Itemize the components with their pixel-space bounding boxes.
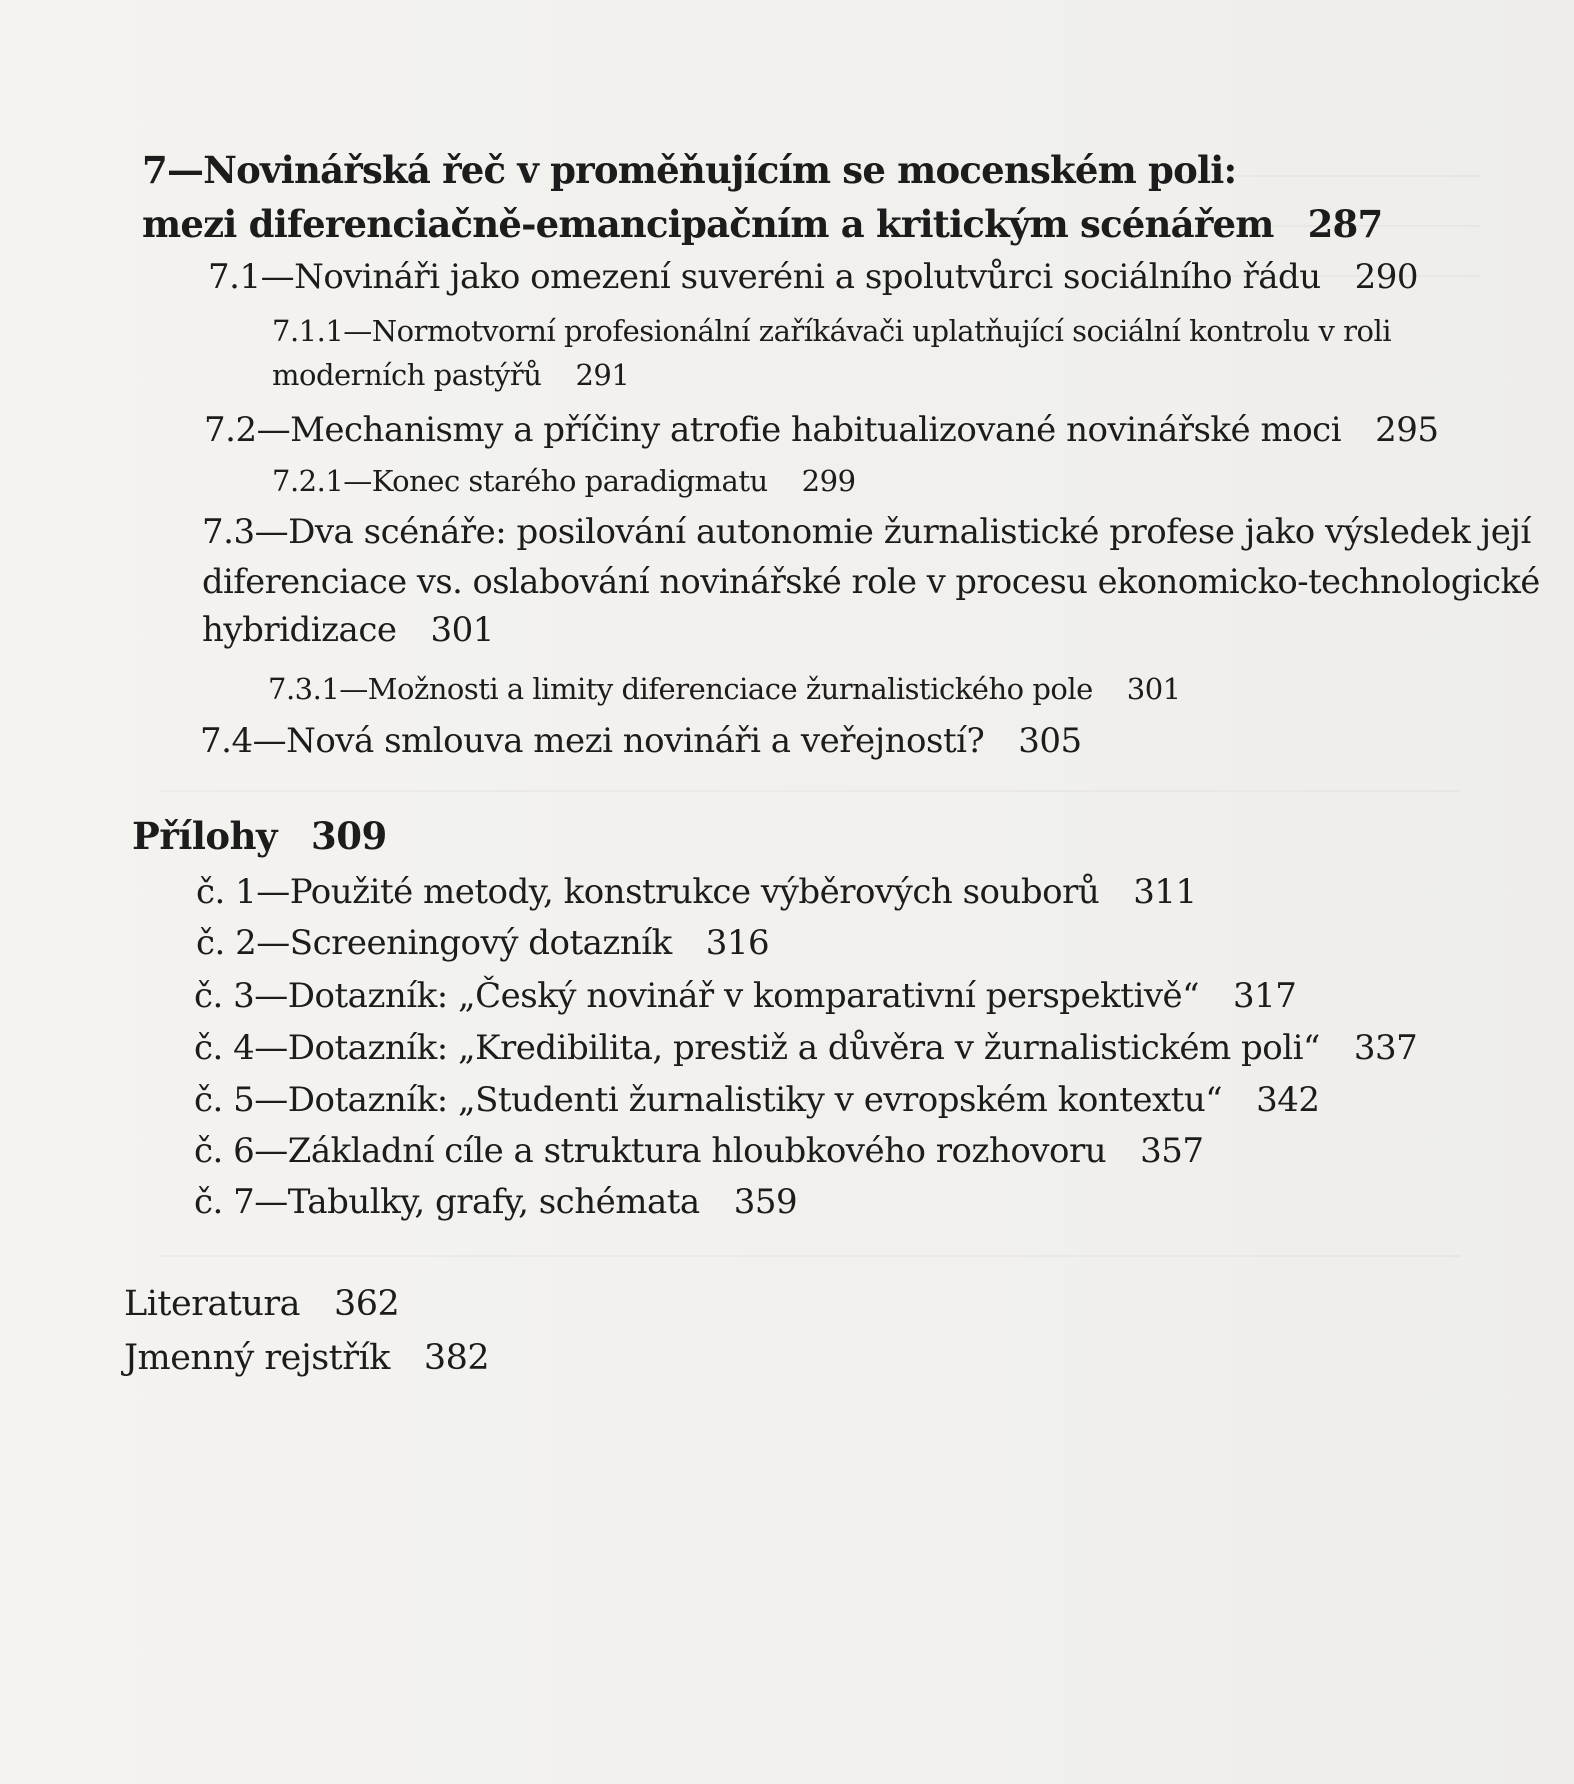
entry-title: č. 7—Tabulky, grafy, schémata	[194, 1182, 700, 1222]
page-number: 337	[1353, 1028, 1418, 1068]
appendix-item	[196, 923, 769, 963]
chapter-title-line1	[142, 148, 1236, 192]
page-number: 299	[801, 464, 856, 498]
toc-entry-7-3-cont2	[202, 610, 494, 650]
entry-title: 7.1—Novináři jako omezení suveréni a spolutvůrci sociálního řádu	[208, 257, 1321, 297]
toc-entry-7-2	[204, 410, 1439, 450]
toc-entry-7-3	[202, 512, 1531, 552]
page-number: 287	[1307, 202, 1383, 246]
page-number: 342	[1256, 1080, 1320, 1120]
page-number: 305	[1018, 721, 1082, 761]
page-number: 301	[430, 610, 494, 650]
entry-title: č. 5—Dotazník: „Studenti žurnalistiky v evropském kontextu“	[194, 1080, 1223, 1120]
entry-title: č. 4—Dotazník: „Kredibilita, prestiž a důvěra v žurnalistickém poli“	[194, 1028, 1320, 1068]
page-number: 295	[1375, 410, 1439, 450]
toc-entry-7-2-1	[272, 464, 856, 498]
toc-entry-7-3-cont	[202, 562, 1540, 602]
page-number: 317	[1233, 976, 1297, 1016]
entry-title: diferenciace vs. oslabování novinářské role v procesu ekonomicko-technologické	[202, 562, 1540, 602]
appendix-item	[194, 1028, 1417, 1068]
entry-title: Přílohy	[132, 814, 278, 858]
entry-title: Jmenný rejstřík	[124, 1338, 390, 1378]
toc-entry-7-1-1-cont	[272, 358, 629, 392]
entry-title: 7.4—Nová smlouva mezi novináři a veřejností?	[200, 721, 985, 761]
entry-title: 7.1.1—Normotvorní profesionální zaříkávači uplatňující sociální kontrolu v roli	[272, 314, 1391, 348]
toc-entry-literatura	[124, 1284, 399, 1324]
page-number: 301	[1126, 672, 1181, 706]
entry-title: hybridizace	[202, 610, 397, 650]
entry-title: 7.2—Mechanismy a příčiny atrofie habitualizované novinářské moci	[204, 410, 1342, 450]
toc-entry-7-3-1	[268, 672, 1181, 706]
entry-title: č. 2—Screeningový dotazník	[196, 923, 672, 963]
toc-entry-7-4	[200, 721, 1082, 761]
entry-title: 7.2.1—Konec starého paradigmatu	[272, 464, 768, 498]
entry-title: č. 1—Použité metody, konstrukce výběrových souborů	[196, 872, 1100, 912]
entry-title: moderních pastýřů	[272, 358, 542, 392]
entry-title: č. 3—Dotazník: „Český novinář v komparativní perspektivě“	[194, 976, 1200, 1016]
page-number: 311	[1133, 872, 1197, 912]
show-through-line	[160, 790, 1460, 792]
page-number: 382	[423, 1338, 490, 1378]
entry-title: 7.3—Dva scénáře: posilování autonomie žurnalistické profese jako výsledek její	[202, 512, 1531, 552]
entry-title: Literatura	[124, 1284, 301, 1324]
entry-title: 7.3.1—Možnosti a limity diferenciace žurnalistického pole	[268, 672, 1093, 706]
chapter-title-line2	[142, 202, 1382, 246]
appendix-item	[194, 976, 1296, 1016]
page-number: 357	[1140, 1131, 1204, 1171]
show-through-line	[160, 1255, 1460, 1257]
appendix-item	[194, 1080, 1320, 1120]
page-number: 316	[705, 923, 770, 963]
chapter-title-text: 7—Novinářská řeč v proměňujícím se mocenském poli:	[142, 148, 1237, 192]
toc-entry-7-1	[208, 257, 1418, 297]
appendices-heading	[132, 814, 387, 858]
page-number: 309	[311, 814, 387, 858]
appendix-item	[194, 1182, 797, 1222]
page-number: 291	[575, 358, 630, 392]
chapter-title-text: mezi diferenciačně-emancipačním a kritickým scénářem	[142, 202, 1274, 246]
toc-entry-7-1-1	[272, 314, 1391, 348]
page-number: 362	[334, 1284, 400, 1324]
toc-entry-jmenny-rejstrik	[124, 1338, 489, 1378]
appendix-item	[196, 872, 1197, 912]
entry-title: č. 6—Základní cíle a struktura hloubkového rozhovoru	[194, 1131, 1107, 1171]
page-number: 359	[733, 1182, 798, 1222]
page-number: 290	[1354, 257, 1419, 297]
appendix-item	[194, 1131, 1204, 1171]
